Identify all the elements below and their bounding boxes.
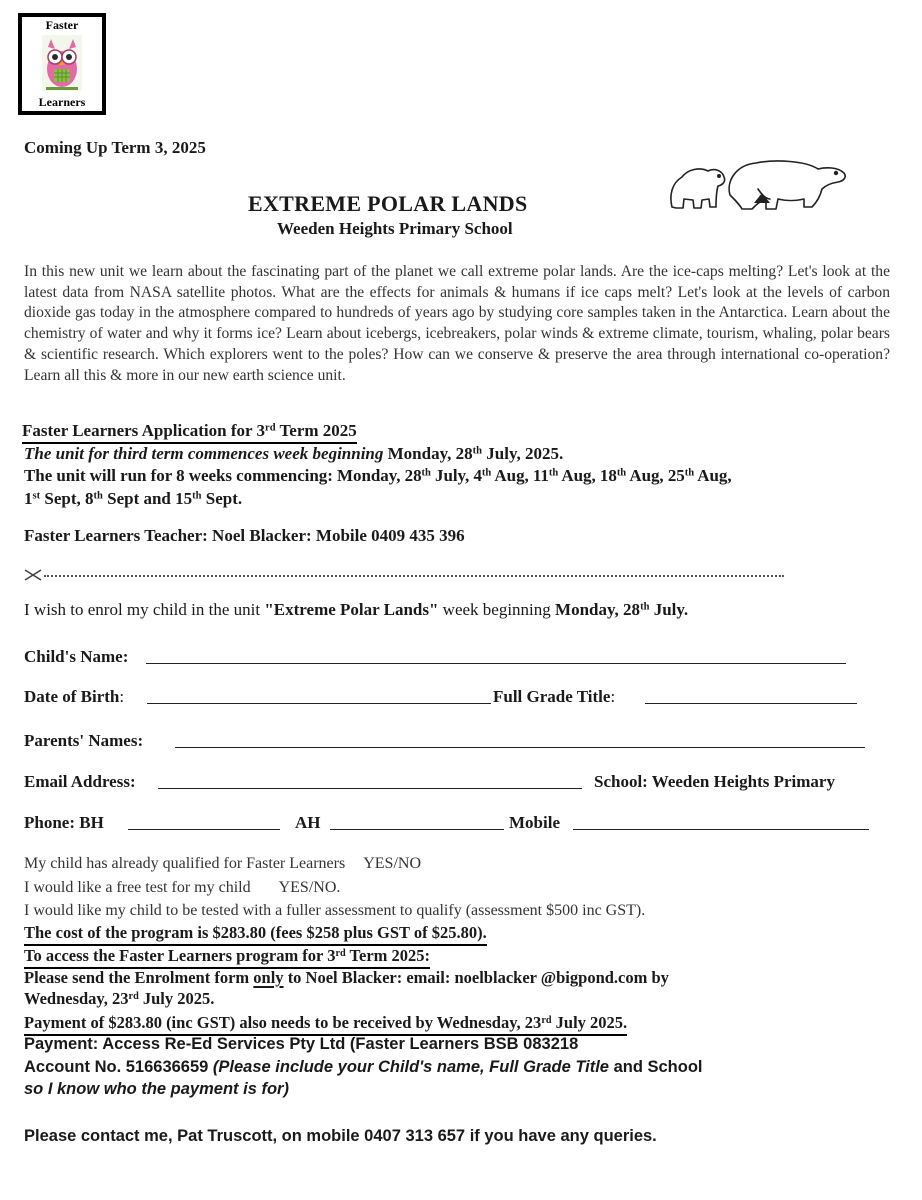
unit-description: In this new unit we learn about the fascinating part of the planet we call extreme polar lands. Are the ice-caps melting? Let's look at the latest data from NASA satellite photos. What are the effects for animals & humans if ice caps melt? Let's look at the levels of carbon dioxide gas today in the atmosphere compared to hundreds of years ago by studying core samples taken in the Antarctica. Learn about the chemistry of water and why it forms ice? Learn about icebergs, icebreakers, polar winds & extreme climate, tourism, whaling, polar bears & scientific research. Which explorers went to the poles? How can we conserve & preserve the area through international co-operation? Learn all this & more in our new earth science unit. [24, 263, 890, 384]
parents-label: Parents' Names: [24, 731, 144, 750]
qualified-option: My child has already qualified for Faster Learners YES/NO [24, 855, 421, 872]
contact-line: Please contact me, Pat Truscott, on mobile 0407 313 657 if you have any queries. [24, 1127, 657, 1145]
send-deadline: Wednesday, 23rd July 2025. [24, 989, 215, 1008]
commencement-line: The unit for third term commences week beginning Monday, 28th July, 2025. [24, 444, 564, 463]
school-field: School: Weeden Heights Primary [594, 772, 835, 791]
owl-icon [42, 35, 82, 91]
program-cost: The cost of the program is $283.80 (fees $258 plus GST of $25.80). [24, 923, 487, 946]
free-test-yes-no[interactable]: YES/NO. [278, 879, 341, 896]
scissors-icon [24, 568, 42, 582]
grade-field[interactable] [645, 690, 857, 704]
child-name-field[interactable] [146, 650, 846, 664]
payment-deadline: Payment of $283.80 (inc GST) also needs to be received by Wednesday, 23rd July 2025. [24, 1013, 627, 1036]
logo-top-text: Faster [45, 18, 79, 32]
fuller-assessment-option: I would like my child to be tested with a fuller assessment to qualify (assessment $500 inc GST). [24, 902, 646, 919]
phone-bh-field[interactable] [128, 816, 280, 830]
schedule-line-1: The unit will run for 8 weeks commencing: Monday, 28th July, 4th Aug, 11th Aug, 18th Aug, 25th Aug, [24, 466, 732, 485]
free-test-option: I would like a free test for my child YES/NO. [24, 879, 341, 896]
mobile-field[interactable] [573, 816, 869, 830]
qualified-yes-no[interactable]: YES/NO [363, 855, 421, 872]
cut-line [24, 568, 784, 580]
payment-note: so I know who the payment is for) [24, 1080, 289, 1098]
commencement-label: The unit for third term commences week beginning [24, 444, 384, 463]
send-instructions: Please send the Enrolment form only to Noel Blacker: email: noelblacker @bigpond.com by [24, 968, 669, 987]
schedule-line-2: 1st Sept, 8th Sept and 15th Sept. [24, 489, 243, 508]
parents-field[interactable] [175, 734, 865, 748]
logo-bottom-text: Learners [38, 95, 86, 109]
email-field[interactable] [158, 775, 582, 789]
mobile-label: Mobile [509, 813, 560, 832]
child-name-row: Child's Name: [24, 647, 129, 666]
grade-label: Full Grade Title: [493, 687, 616, 706]
phone-bh-label: Phone: BH [24, 813, 104, 832]
dob-field[interactable] [147, 690, 491, 704]
dotted-cut-line [44, 575, 784, 577]
phone-ah-field[interactable] [330, 816, 504, 830]
dob-label: Date of Birth: [24, 687, 125, 706]
page-title: EXTREME POLAR LANDS [248, 191, 528, 216]
faster-learners-logo [18, 13, 106, 115]
enrol-statement: I wish to enrol my child in the unit "Extreme Polar Lands" week beginning Monday, 28th July. [24, 600, 689, 619]
coming-up-heading: Coming Up Term 3, 2025 [24, 138, 206, 157]
payment-account-name: Payment: Access Re-Ed Services Pty Ltd (Faster Learners BSB 083218 [24, 1035, 579, 1053]
school-subtitle: Weeden Heights Primary School [277, 219, 513, 238]
phone-ah-label: AH [295, 813, 321, 832]
payment-account-number: Account No. 516636659 (Please include your Child's name, Full Grade Title and School [24, 1058, 703, 1076]
access-heading: To access the Faster Learners program for 3rd Term 2025: [24, 946, 430, 969]
polar-bears-icon [666, 155, 848, 217]
teacher-contact: Faster Learners Teacher: Noel Blacker: Mobile 0409 435 396 [24, 526, 465, 545]
application-heading: Faster Learners Application for 3rd Term 2025 [22, 421, 357, 444]
email-label: Email Address: [24, 772, 136, 791]
